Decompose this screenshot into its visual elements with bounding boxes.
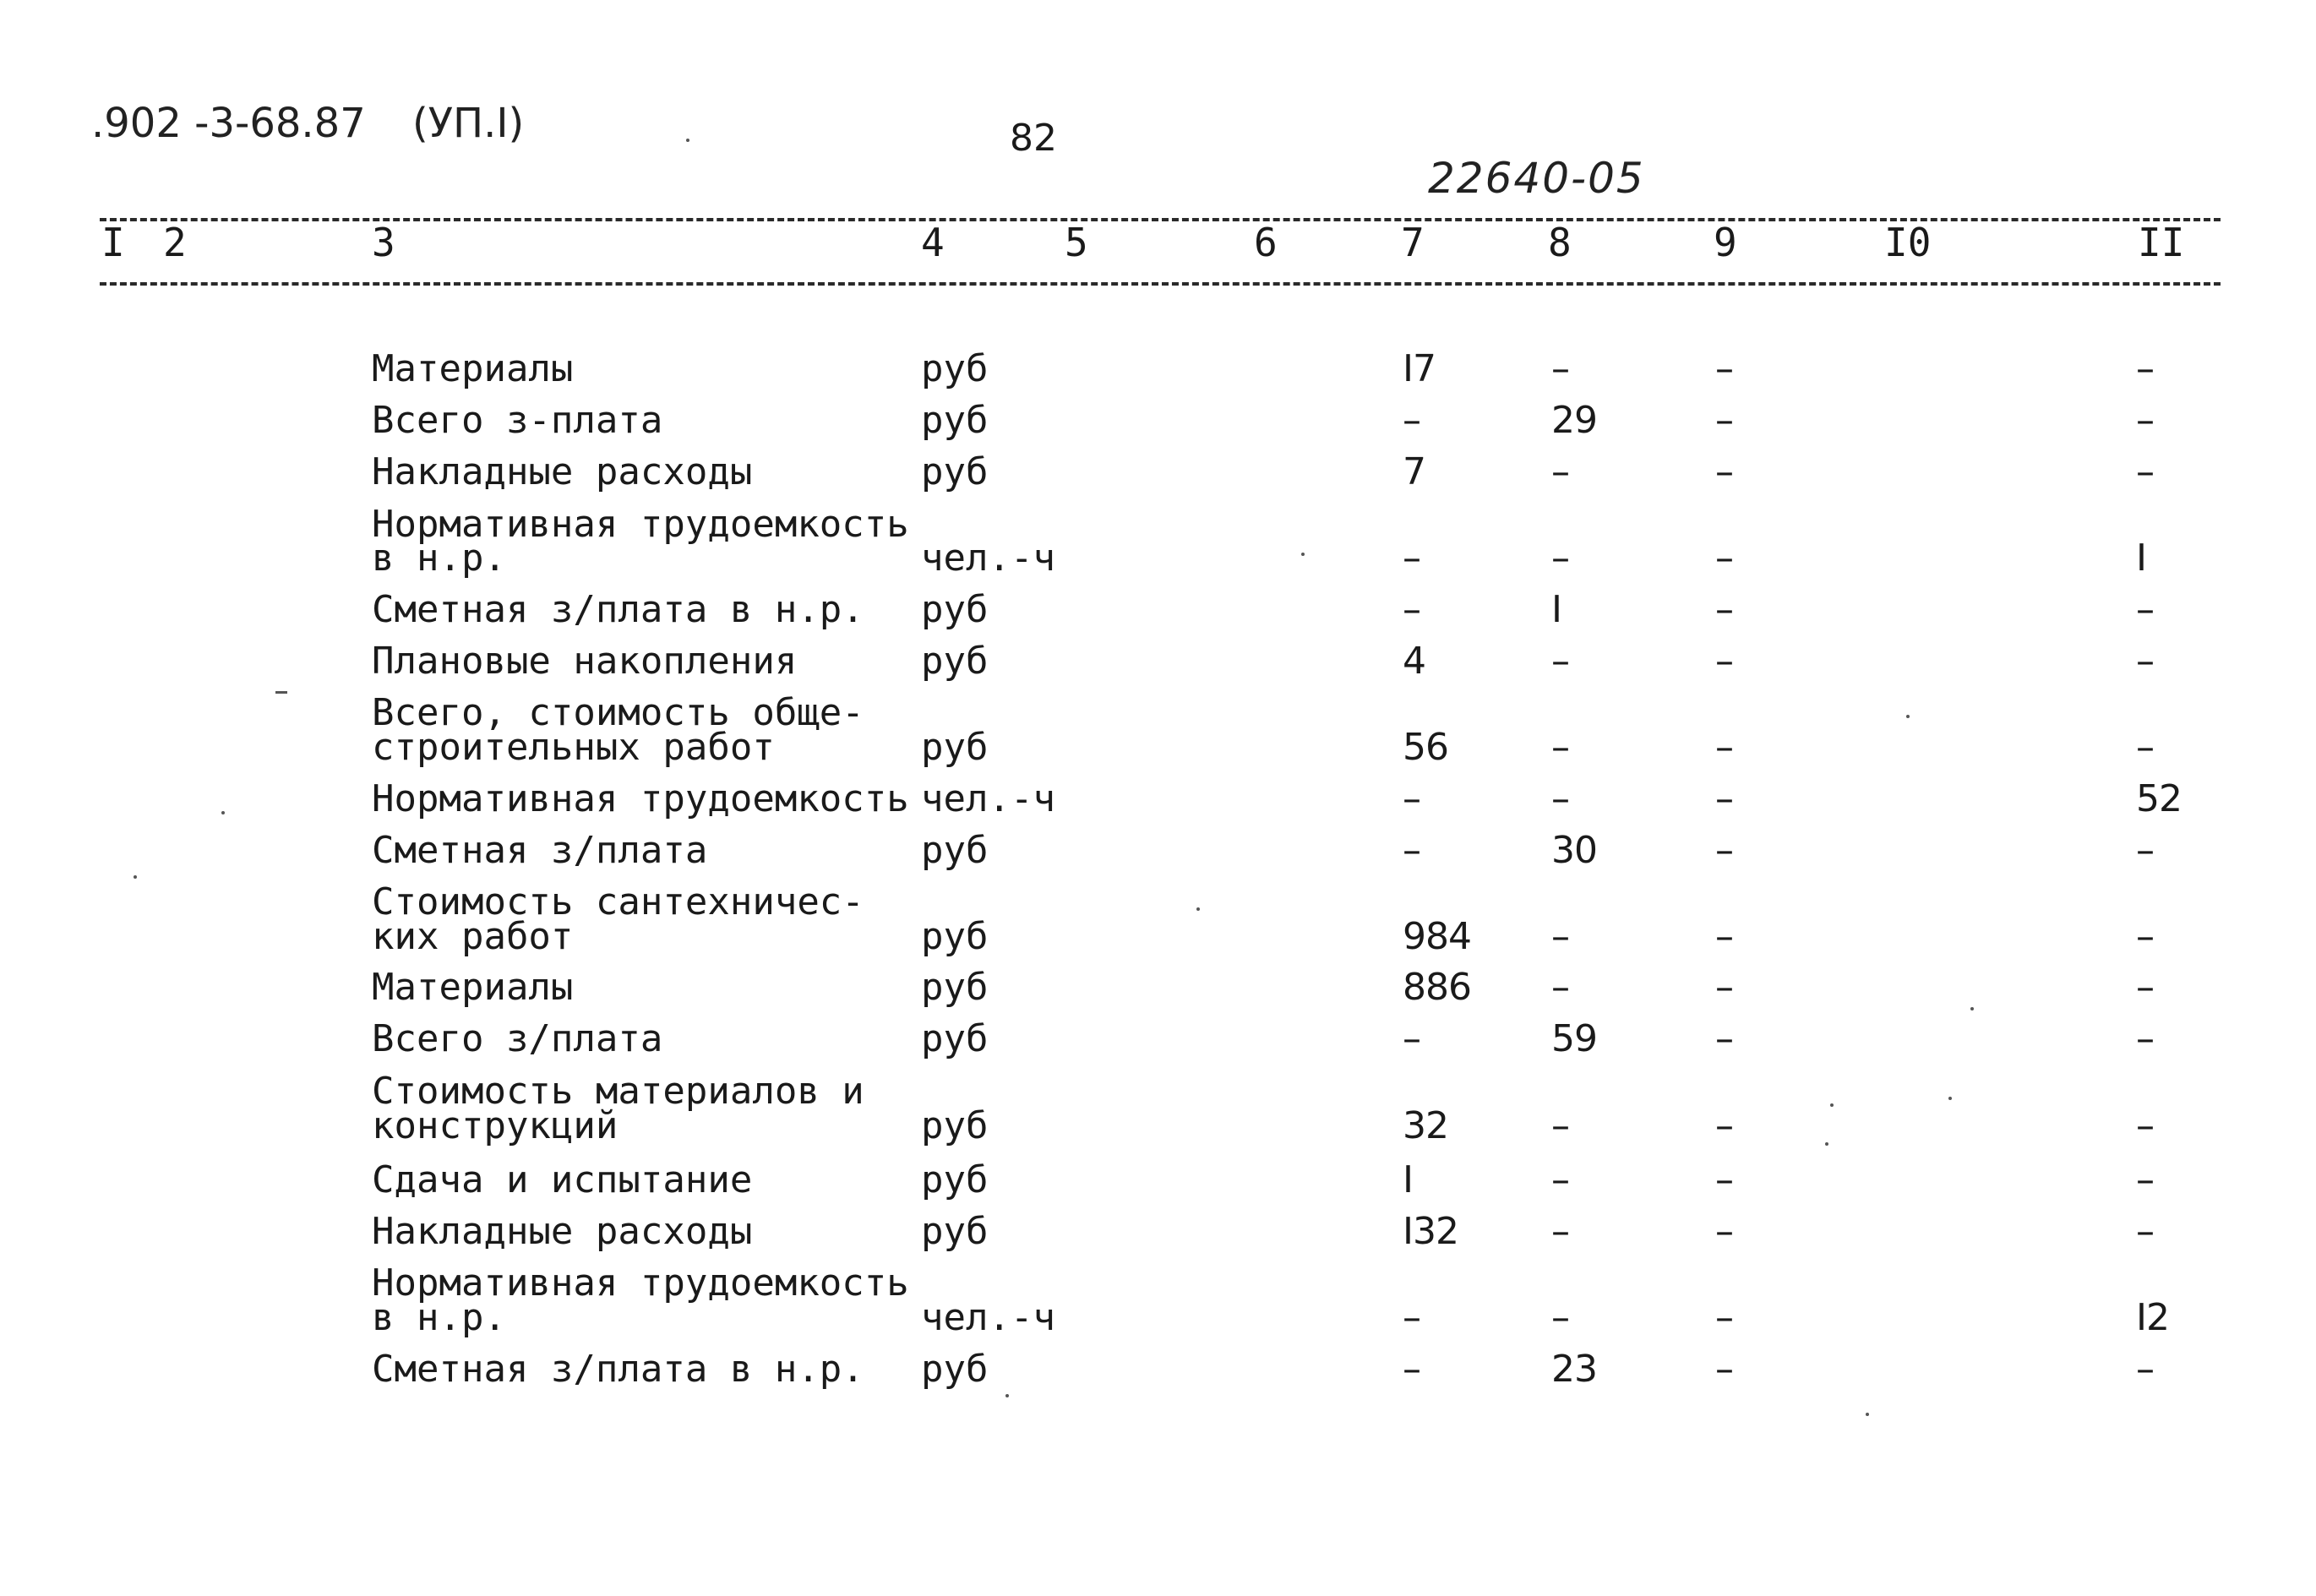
row-value-col9: – [1715, 726, 1733, 769]
scan-speck [1825, 1142, 1828, 1146]
row-value-col11: – [2136, 915, 2154, 958]
row-value-col7: I [1403, 1158, 1413, 1201]
row-unit: чел.-ч [921, 537, 1055, 580]
row-unit: чел.-ч [921, 1296, 1055, 1339]
row-value-col11: – [2136, 1348, 2154, 1391]
row-value-col11: – [2136, 399, 2154, 442]
row-value-col9: – [1715, 915, 1733, 958]
row-value-col7: 4 [1403, 640, 1425, 683]
row-unit: руб [921, 726, 989, 769]
row-name: Нормативная трудоемкость [372, 1261, 909, 1305]
row-value-col7: – [1403, 829, 1420, 872]
row-value-col7: – [1403, 537, 1420, 580]
row-name-continued: в н.р. [372, 1296, 506, 1339]
row-value-col9: – [1715, 1017, 1733, 1060]
row-name-continued: в н.р. [372, 537, 506, 580]
row-unit: руб [921, 640, 989, 683]
scan-speck [1866, 1413, 1869, 1416]
row-value-col11: 52 [2136, 777, 2182, 820]
row-value-col7: 886 [1403, 966, 1471, 1009]
row-value-col11: I2 [2136, 1296, 2169, 1339]
row-value-col11: – [2136, 347, 2154, 390]
column-number: 5 [1065, 220, 1088, 265]
row-value-col8: – [1551, 1210, 1569, 1253]
row-name: Стоимость сантехничес- [372, 880, 864, 923]
scan-speck [686, 139, 689, 142]
row-value-col9: – [1715, 399, 1733, 442]
row-unit: руб [921, 588, 989, 631]
scan-speck [134, 875, 137, 879]
row-value-col9: – [1715, 640, 1733, 683]
row-unit: руб [921, 1158, 989, 1201]
row-name-continued: конструкций [372, 1104, 619, 1147]
row-value-col8: – [1551, 915, 1569, 958]
row-value-col9: – [1715, 966, 1733, 1009]
row-value-col11: – [2136, 1104, 2154, 1147]
row-name: Накладные расходы [372, 1210, 753, 1253]
row-name: Сдача и испытание [372, 1158, 753, 1201]
scan-speck [275, 691, 287, 694]
row-name: Сметная з/плата в н.р. [372, 588, 864, 631]
column-number: I [101, 220, 125, 265]
row-name: Нормативная трудоемкость [372, 777, 909, 820]
column-number: 2 [163, 220, 187, 265]
row-value-col8: – [1551, 777, 1569, 820]
document-code-number: .902 -3-68.87 [91, 100, 366, 147]
row-value-col9: – [1715, 537, 1733, 580]
row-unit: руб [921, 915, 989, 958]
column-number: 3 [372, 220, 395, 265]
row-value-col8: 23 [1551, 1348, 1597, 1391]
row-value-col7: – [1403, 1348, 1420, 1391]
document-code [91, 100, 524, 147]
scan-speck [1970, 1007, 1974, 1010]
scan-speck [1301, 553, 1305, 556]
row-value-col7: 984 [1403, 915, 1471, 958]
row-name: Материалы [372, 966, 574, 1009]
row-value-col7: – [1403, 399, 1420, 442]
row-value-col11: I [2136, 537, 2146, 580]
row-value-col7: 56 [1403, 726, 1448, 769]
row-unit: руб [921, 1104, 989, 1147]
row-name: Материалы [372, 347, 574, 390]
row-name: Всего, стоимость обще- [372, 691, 864, 734]
row-value-col8: – [1551, 1296, 1569, 1339]
scan-speck [221, 811, 225, 814]
row-name-continued: строительных работ [372, 726, 775, 769]
row-value-col8: I [1551, 588, 1561, 631]
row-name: Накладные расходы [372, 450, 753, 493]
scan-speck [1906, 715, 1910, 718]
scan-speck [1830, 1103, 1834, 1107]
document-code-part: (УП.I) [412, 100, 525, 147]
row-value-col11: – [2136, 1158, 2154, 1201]
row-value-col8: – [1551, 1104, 1569, 1147]
row-value-col7: – [1403, 588, 1420, 631]
row-name-continued: ких работ [372, 915, 574, 958]
row-value-col7: I32 [1403, 1210, 1458, 1253]
row-value-col9: – [1715, 1296, 1733, 1339]
row-value-col11: – [2136, 1210, 2154, 1253]
column-number: I0 [1884, 220, 1932, 265]
row-value-col9: – [1715, 1348, 1733, 1391]
row-unit: руб [921, 1210, 989, 1253]
row-unit: руб [921, 1348, 989, 1391]
row-unit: чел.-ч [921, 777, 1055, 820]
row-value-col11: – [2136, 1017, 2154, 1060]
row-value-col7: – [1403, 777, 1420, 820]
row-value-col11: – [2136, 450, 2154, 493]
row-value-col8: – [1551, 640, 1569, 683]
row-value-col8: 59 [1551, 1017, 1597, 1060]
row-unit: руб [921, 450, 989, 493]
row-name: Всего з-плата [372, 399, 663, 442]
row-value-col7: – [1403, 1296, 1420, 1339]
column-number: 7 [1401, 220, 1425, 265]
row-value-col8: – [1551, 450, 1569, 493]
row-value-col9: – [1715, 450, 1733, 493]
row-value-col7: 7 [1403, 450, 1425, 493]
row-value-col9: – [1715, 1210, 1733, 1253]
row-value-col8: 29 [1551, 399, 1597, 442]
row-value-col8: – [1551, 347, 1569, 390]
row-value-col11: – [2136, 726, 2154, 769]
row-name: Сметная з/плата в н.р. [372, 1348, 864, 1391]
column-number: 9 [1714, 220, 1737, 265]
row-name: Сметная з/плата [372, 829, 708, 872]
stamp-number: 22640-05 [1428, 154, 1645, 203]
column-number: 6 [1254, 220, 1278, 265]
page-number: 82 [1010, 117, 1057, 160]
row-value-col9: – [1715, 1158, 1733, 1201]
row-value-col7: – [1403, 1017, 1420, 1060]
row-value-col8: – [1551, 726, 1569, 769]
row-unit: руб [921, 347, 989, 390]
scan-speck [1948, 1097, 1952, 1100]
row-unit: руб [921, 1017, 989, 1060]
row-value-col9: – [1715, 829, 1733, 872]
row-value-col8: – [1551, 966, 1569, 1009]
row-value-col11: – [2136, 829, 2154, 872]
row-name: Нормативная трудоемкость [372, 503, 909, 546]
scan-speck [1005, 1394, 1009, 1397]
row-name: Всего з/плата [372, 1017, 663, 1060]
row-value-col8: – [1551, 537, 1569, 580]
row-value-col9: – [1715, 777, 1733, 820]
row-value-col7: 32 [1403, 1104, 1448, 1147]
row-unit: руб [921, 399, 989, 442]
row-value-col9: – [1715, 347, 1733, 390]
header-bottom-rule [100, 282, 2221, 286]
row-value-col8: – [1551, 1158, 1569, 1201]
row-value-col9: – [1715, 588, 1733, 631]
row-value-col11: – [2136, 588, 2154, 631]
column-number: II [2138, 220, 2185, 265]
row-name: Стоимость материалов и [372, 1070, 864, 1113]
row-name: Плановые накопления [372, 640, 798, 683]
row-value-col7: I7 [1403, 347, 1436, 390]
row-value-col11: – [2136, 640, 2154, 683]
row-value-col9: – [1715, 1104, 1733, 1147]
row-unit: руб [921, 829, 989, 872]
column-number: 4 [921, 220, 945, 265]
row-value-col8: 30 [1551, 829, 1597, 872]
scan-speck [1196, 907, 1200, 911]
row-unit: руб [921, 966, 989, 1009]
column-number: 8 [1548, 220, 1572, 265]
row-value-col11: – [2136, 966, 2154, 1009]
